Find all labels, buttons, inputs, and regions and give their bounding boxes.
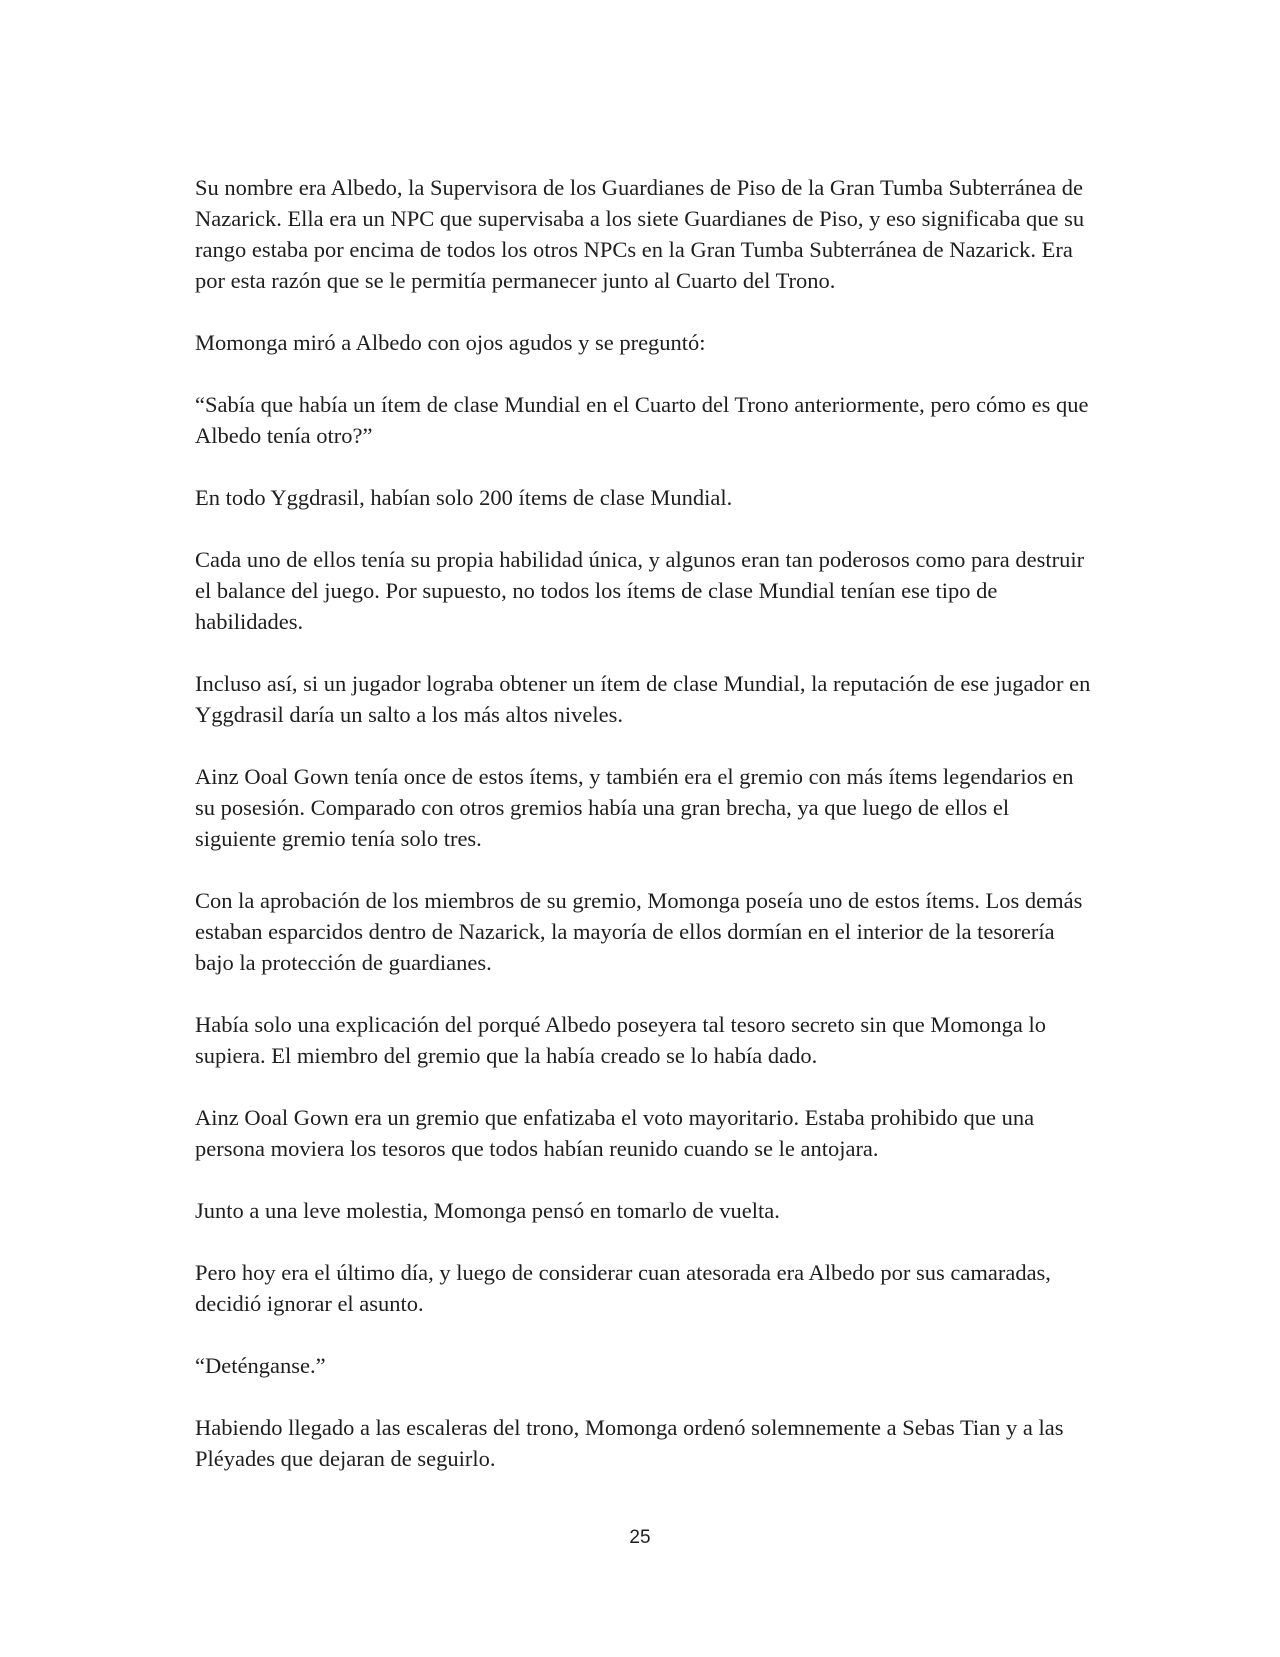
paragraph: En todo Yggdrasil, habían solo 200 ítems de clase Mundial. — [195, 485, 733, 510]
paragraph: Incluso así, si un jugador lograba obtener un ítem de clase Mundial, la reputación de ese jugador en Yggdrasil daría un salto a los más altos niveles. — [195, 671, 1091, 727]
paragraph: Había solo una explicación del porqué Albedo poseyera tal tesoro secreto sin que Momonga lo supiera. El miembro del gremio que la había creado se lo había dado. — [195, 1012, 1047, 1068]
paragraph: “Sabía que había un ítem de clase Mundial en el Cuarto del Trono anteriormente, pero cómo es que Albedo tenía otro?” — [195, 392, 1089, 448]
paragraph: Con la aprobación de los miembros de su gremio, Momonga poseía uno de estos ítems. Los demás estaban esparcidos dentro de Nazarick, la mayoría de ellos dormían en el interior de la tesorería bajo la protección de guardianes. — [195, 888, 1083, 975]
paragraph: Su nombre era Albedo, la Supervisora de los Guardianes de Piso de la Gran Tumba Subterránea de Nazarick. Ella era un NPC que supervisaba a los siete Guardianes de Piso, y eso significaba que su rango estaba por encima de todos los otros NPCs en la Gran Tumba Subterránea de Nazarick. Era por esta razón que se le permitía permanecer junto al Cuarto del Trono. — [195, 175, 1085, 293]
paragraph: Cada uno de ellos tenía su propia habilidad única, y algunos eran tan poderosos como para destruir el balance del juego. Por supuesto, no todos los ítems de clase Mundial tenían ese tipo de habilidades. — [195, 547, 1085, 634]
paragraph: Junto a una leve molestia, Momonga pensó en tomarlo de vuelta. — [195, 1198, 780, 1223]
paragraph: Momonga miró a Albedo con ojos agudos y se preguntó: — [195, 330, 706, 355]
paragraph: Ainz Ooal Gown era un gremio que enfatizaba el voto mayoritario. Estaba prohibido que una persona moviera los tesoros que todos habían reunido cuando se le antojara. — [195, 1105, 1035, 1161]
body-text — [195, 172, 1095, 1505]
paragraph: Ainz Ooal Gown tenía once de estos ítems, y también era el gremio con más ítems legendarios en su posesión. Comparado con otros gremios había una gran brecha, ya que luego de ellos el siguiente gremio tenía solo tres. — [195, 764, 1074, 851]
paragraph: “Deténganse.” — [195, 1353, 326, 1378]
page-number: 25 — [629, 1527, 651, 1548]
paragraph: Pero hoy era el último día, y luego de considerar cuan atesorada era Albedo por sus camaradas, decidió ignorar el asunto. — [195, 1260, 1051, 1316]
paragraph: Habiendo llegado a las escaleras del trono, Momonga ordenó solemnemente a Sebas Tian y a las Pléyades que dejaran de seguirlo. — [195, 1415, 1064, 1471]
